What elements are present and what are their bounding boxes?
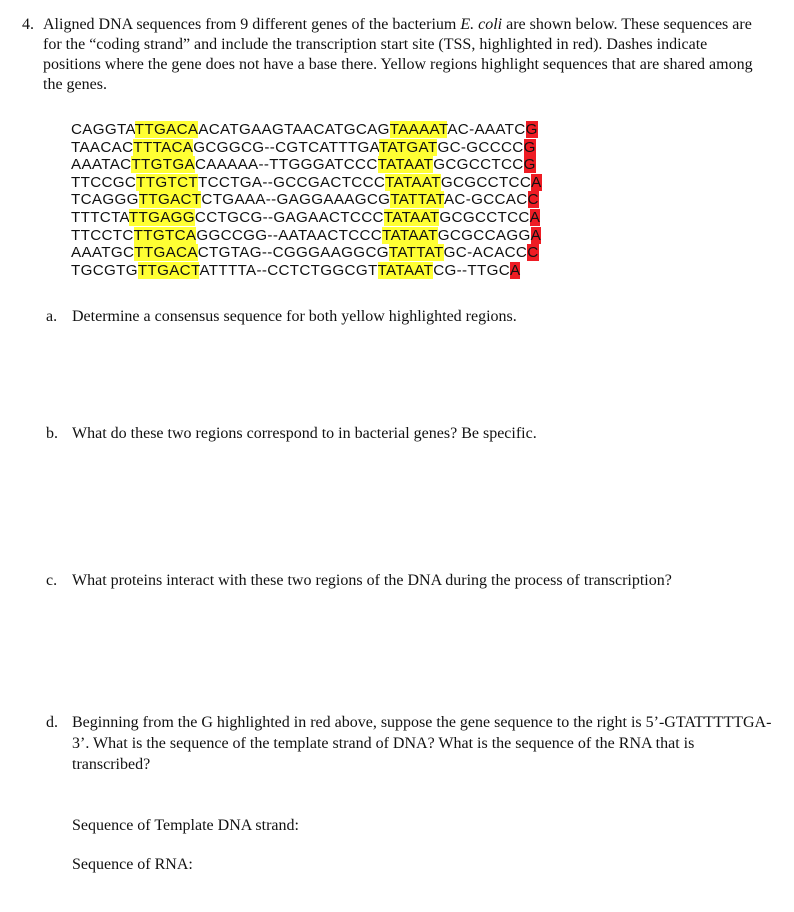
minus10-region-highlight: TATTAT [388, 244, 444, 262]
sequence-flank-left: TGCGTG [71, 261, 138, 279]
minus35-region-highlight: TTTACA [133, 138, 194, 156]
sequence-flank-left: TTCCGC [71, 173, 137, 191]
sequence-flank-right: GCGCCAGG [437, 226, 531, 244]
minus10-region-highlight: TATAAT [385, 173, 441, 191]
intro-organism: E. coli [460, 16, 503, 33]
tss-highlight: C [527, 244, 539, 262]
sequence-row [71, 121, 542, 139]
sequence-flank-right: AC-GCCAC [443, 191, 528, 209]
sequence-flank-left: TTTCTA [71, 208, 129, 226]
part-a-question: Determine a consensus sequence for both yellow highlighted regions. [72, 308, 517, 325]
minus10-region-highlight: TATAAT [377, 261, 434, 279]
sequence-spacer: CTGTAG--CGGGAAGGCG [197, 244, 389, 262]
tss-highlight: A [529, 208, 541, 226]
minus10-region-highlight: TATAAT [377, 156, 434, 174]
minus10-region-highlight: TATAAT [382, 226, 438, 244]
sequence-row [71, 191, 542, 209]
sequence-spacer: CTGAAA--GAGGAAAGCG [201, 191, 391, 209]
minus35-region-highlight: TTGTCA [133, 226, 197, 244]
part-b-question: What do these two regions correspond to in bacterial genes? Be specific. [72, 425, 537, 442]
intro-text-2: are shown below. These sequences are for the “coding strand” and include the transcription start site (TSS, highlighted in red). Dashes indicate positions where the gene does not have a base there. Yellow regions highlight sequences that are shared among the genes. [43, 16, 753, 93]
sequence-flank-left: TCAGGG [71, 191, 139, 209]
minus35-region-highlight: TTGACT [138, 191, 202, 209]
sequence-row [71, 174, 542, 192]
sequence-row [71, 209, 542, 227]
sequence-spacer: ACATGAAGTAACATGCAG [198, 121, 390, 138]
minus35-region-highlight: TTGTGA [131, 156, 195, 174]
part-c-question: What proteins interact with these two regions of the DNA during the process of transcription? [72, 572, 672, 589]
sequence-flank-right: GC-GCCCC [437, 138, 524, 156]
sequence-flank-left: AAATAC [71, 156, 132, 174]
sequence-flank-right: GC-ACACC [443, 244, 528, 262]
sequence-spacer: GGCCGG--AATAACTCCC [196, 226, 383, 244]
part-b-label: b. [46, 425, 58, 442]
tss-highlight: A [530, 226, 542, 244]
tss-highlight: A [531, 173, 542, 191]
minus10-region-highlight: TATTAT [390, 191, 444, 209]
sequence-flank-left: CAGGTA [71, 121, 135, 138]
tss-highlight: G [523, 138, 536, 156]
minus35-region-highlight: TTGACA [134, 121, 199, 138]
sequence-flank-right: CG--TTGC [433, 261, 511, 279]
sequence-spacer: ATTTTA--CCTCTGGCGT [199, 261, 378, 279]
minus35-region-highlight: TTGACA [134, 244, 198, 262]
part-d-label: d. [46, 714, 58, 731]
sequence-spacer: TCCTGA--GCCGACTCCC [198, 173, 386, 191]
rna-answer-label: Sequence of RNA: [72, 856, 193, 873]
minus10-region-highlight: TAAAAT [389, 121, 448, 138]
template-strand-answer-label: Sequence of Template DNA strand: [72, 817, 299, 834]
part-d-question: Beginning from the G highlighted in red above, suppose the gene sequence to the right is 5’-GTATTTTTGA-3’. What is the sequence of the template strand of DNA? What is the sequence of the RNA that is transcribed? [72, 714, 772, 773]
sequence-flank-left: TTCCTC [71, 226, 134, 244]
minus35-region-highlight: TTGACT [137, 261, 200, 279]
sequence-row [71, 262, 542, 280]
sequence-spacer: CCTGCG--GAGAACTCCC [194, 208, 384, 226]
sequence-flank-right: GCGCCTCC [439, 208, 530, 226]
sequence-flank-left: AAATGC [71, 244, 135, 262]
sequence-flank-right: GCGCCTCC [433, 156, 524, 174]
minus35-region-highlight: TTGTCT [136, 173, 199, 191]
sequence-row [71, 156, 542, 174]
sequence-flank-right: AC-AAATC [447, 121, 526, 138]
sequence-row [71, 139, 542, 157]
tss-highlight: C [527, 191, 539, 209]
tss-highlight: A [510, 261, 521, 279]
sequence-row [71, 227, 542, 245]
sequence-spacer: GCGGCG--CGTCATTTGA [193, 138, 380, 156]
tss-highlight: G [523, 156, 536, 174]
sequence-flank-left: TAACAC [71, 138, 134, 156]
sequence-row [71, 244, 542, 262]
part-c-label: c. [46, 572, 58, 589]
question-intro [43, 15, 763, 95]
question-number: 4. [22, 16, 34, 33]
sequence-alignment [71, 121, 542, 279]
part-a-label: a. [46, 308, 58, 325]
sequence-spacer: CAAAAA--TTGGGATCCC [194, 156, 378, 174]
minus10-region-highlight: TATGAT [379, 138, 438, 156]
minus35-region-highlight: TTGAGG [128, 208, 195, 226]
intro-text-1: Aligned DNA sequences from 9 different genes of the bacterium [43, 16, 461, 33]
sequence-flank-right: GCGCCTCC [440, 173, 532, 191]
minus10-region-highlight: TATAAT [383, 208, 440, 226]
tss-highlight: G [525, 121, 538, 138]
